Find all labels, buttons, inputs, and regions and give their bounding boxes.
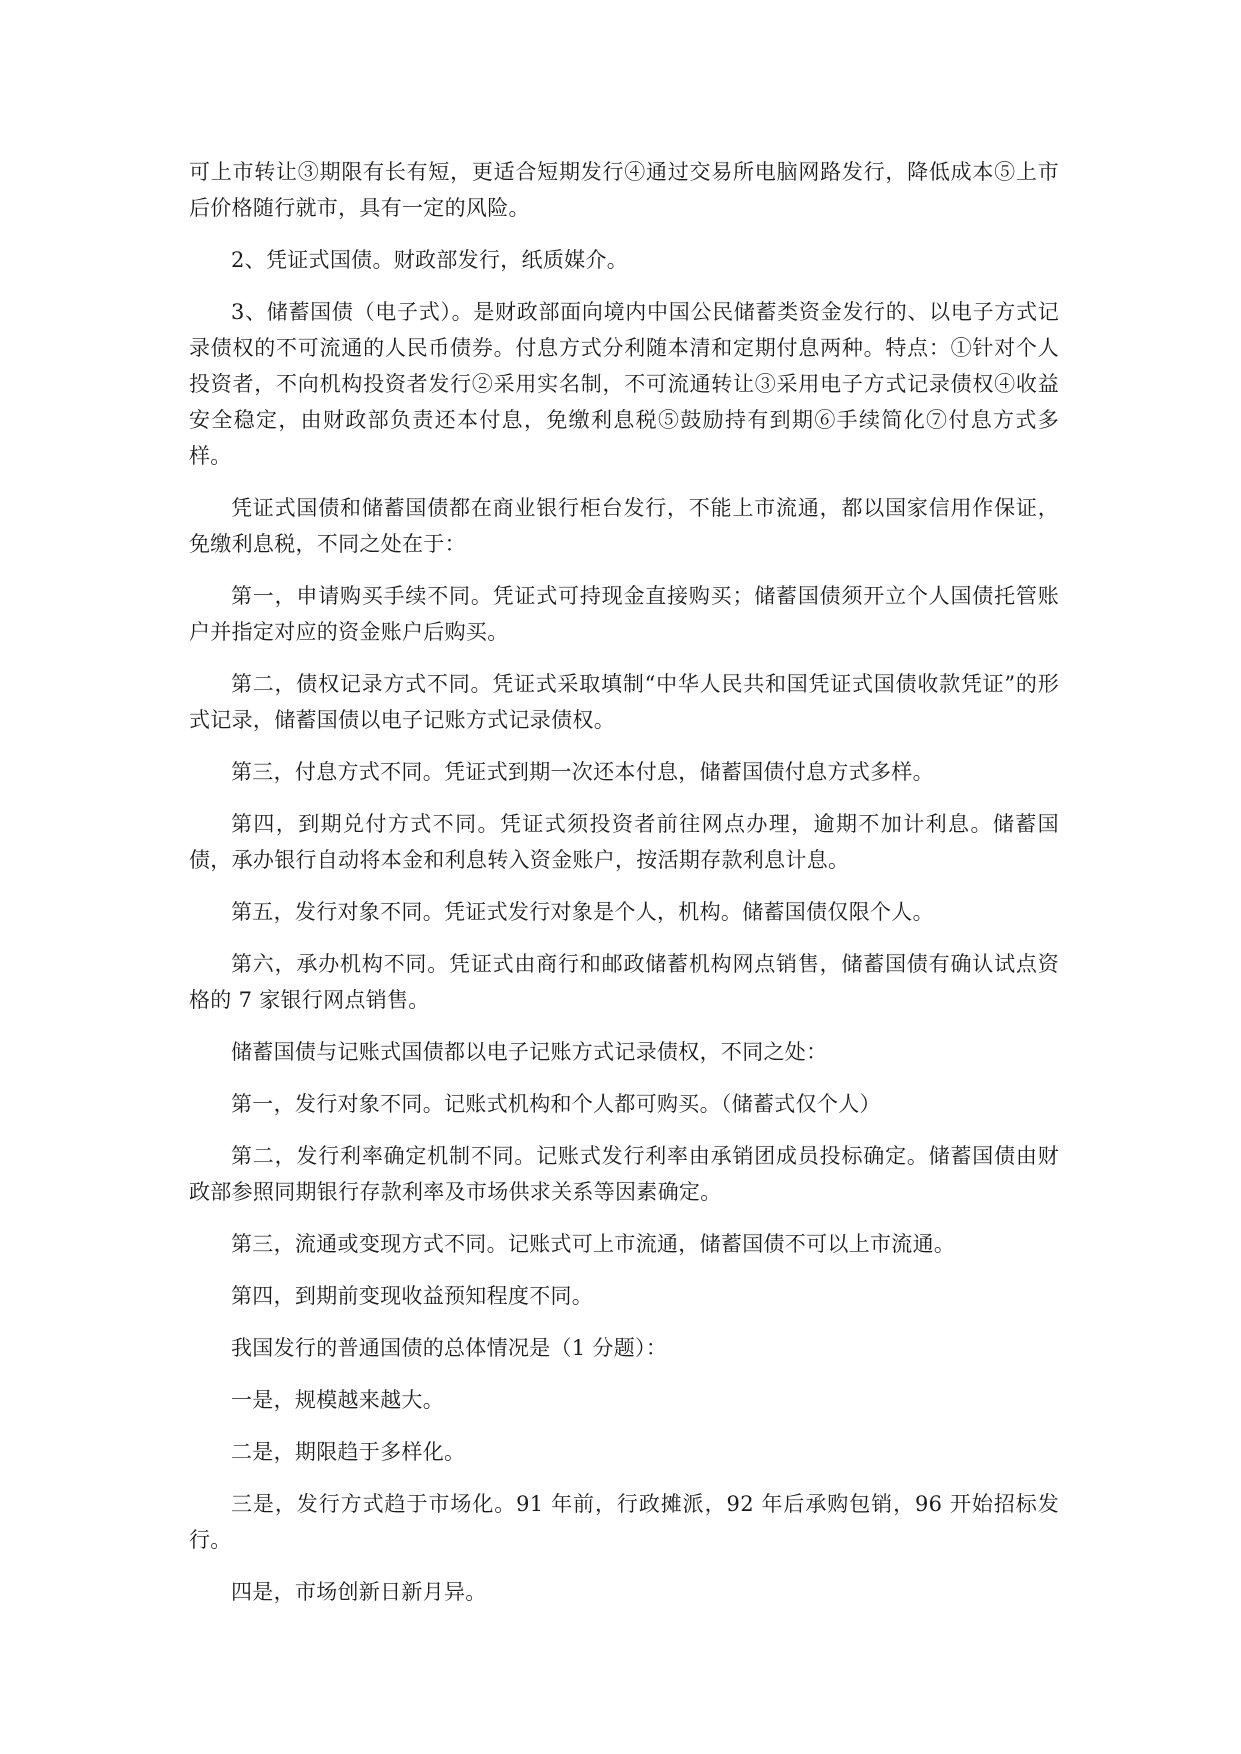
paragraph-difference-4: 第四，到期兑付方式不同。凭证式须投资者前往网点办理，逾期不加计利息。储蓄国债，承办银行自动将本金和利息转入资金账户，按活期存款利息计息。 — [189, 812, 1059, 872]
paragraph-book-entry-2: 第二，发行利率确定机制不同。记账式发行利率由承销团成员投标确定。储蓄国债由财政部参照同期银行存款利率及市场供求关系等因素确定。 — [189, 1144, 1059, 1204]
document-body — [189, 154, 1059, 1626]
paragraph-savings-bond: 3、储蓄国债（电子式）。是财政部面向境内中国公民储蓄类资金发行的、以电子方式记录债权的不可流通的人民币债券。付息方式分利随本清和定期付息两种。特点：①针对个人投资者，不向机构投资者发行②采用实名制，不可流通转让③采用电子方式记录债权④收益安全稳定，由财政部负责还本付息，免缴利息税⑤鼓励持有到期⑥手续简化⑦付息方式多样。 — [189, 300, 1059, 468]
paragraph-book-entry-3: 第三，流通或变现方式不同。记账式可上市流通，储蓄国债不可以上市流通。 — [231, 1232, 956, 1256]
paragraph-difference-6: 第六，承办机构不同。凭证式由商行和邮政储蓄机构网点销售，储蓄国债有确认试点资格的 7 家银行网点销售。 — [189, 952, 1059, 1012]
paragraph-overview-4: 四是，市场创新日新月异。 — [231, 1580, 487, 1604]
paragraph-difference-3: 第三，付息方式不同。凭证式到期一次还本付息，储蓄国债付息方式多样。 — [231, 760, 934, 784]
paragraph-difference-2: 第二，债权记录方式不同。凭证式采取填制“中华人民共和国凭证式国债收款凭证”的形式记录，储蓄国债以电子记账方式记录债权。 — [189, 672, 1059, 732]
paragraph-book-entry-4: 第四，到期前变现收益预知程度不同。 — [231, 1284, 594, 1308]
paragraph-book-entry-1: 第一，发行对象不同。记账式机构和个人都可购买。（储蓄式仅个人） — [231, 1092, 881, 1116]
paragraph-difference-5: 第五，发行对象不同。凭证式发行对象是个人，机构。储蓄国债仅限个人。 — [231, 900, 934, 924]
paragraph-overview-1: 一是，规模越来越大。 — [231, 1388, 444, 1412]
paragraph-comparison-intro: 凭证式国债和储蓄国债都在商业银行柜台发行，不能上市流通，都以国家信用作保证，免缴利息税，不同之处在于： — [189, 496, 1059, 556]
paragraph-comparison-intro-2: 储蓄国债与记账式国债都以电子记账方式记录债权，不同之处： — [231, 1040, 828, 1064]
paragraph-overview-3: 三是，发行方式趋于市场化。91 年前，行政摊派，92 年后承购包销，96 开始招标发行。 — [189, 1492, 1059, 1552]
paragraph-continuation: 可上市转让③期限有长有短，更适合短期发行④通过交易所电脑网路发行，降低成本⑤上市后价格随行就市，具有一定的风险。 — [189, 160, 1059, 220]
paragraph-difference-1: 第一，申请购买手续不同。凭证式可持现金直接购买；储蓄国债须开立个人国债托管账户并指定对应的资金账户后购买。 — [189, 584, 1059, 644]
paragraph-overview-2: 二是，期限趋于多样化。 — [231, 1440, 466, 1464]
paragraph-voucher-bond: 2、凭证式国债。财政部发行，纸质媒介。 — [231, 248, 629, 272]
paragraph-overview-intro: 我国发行的普通国债的总体情况是（1 分题）： — [231, 1336, 668, 1360]
